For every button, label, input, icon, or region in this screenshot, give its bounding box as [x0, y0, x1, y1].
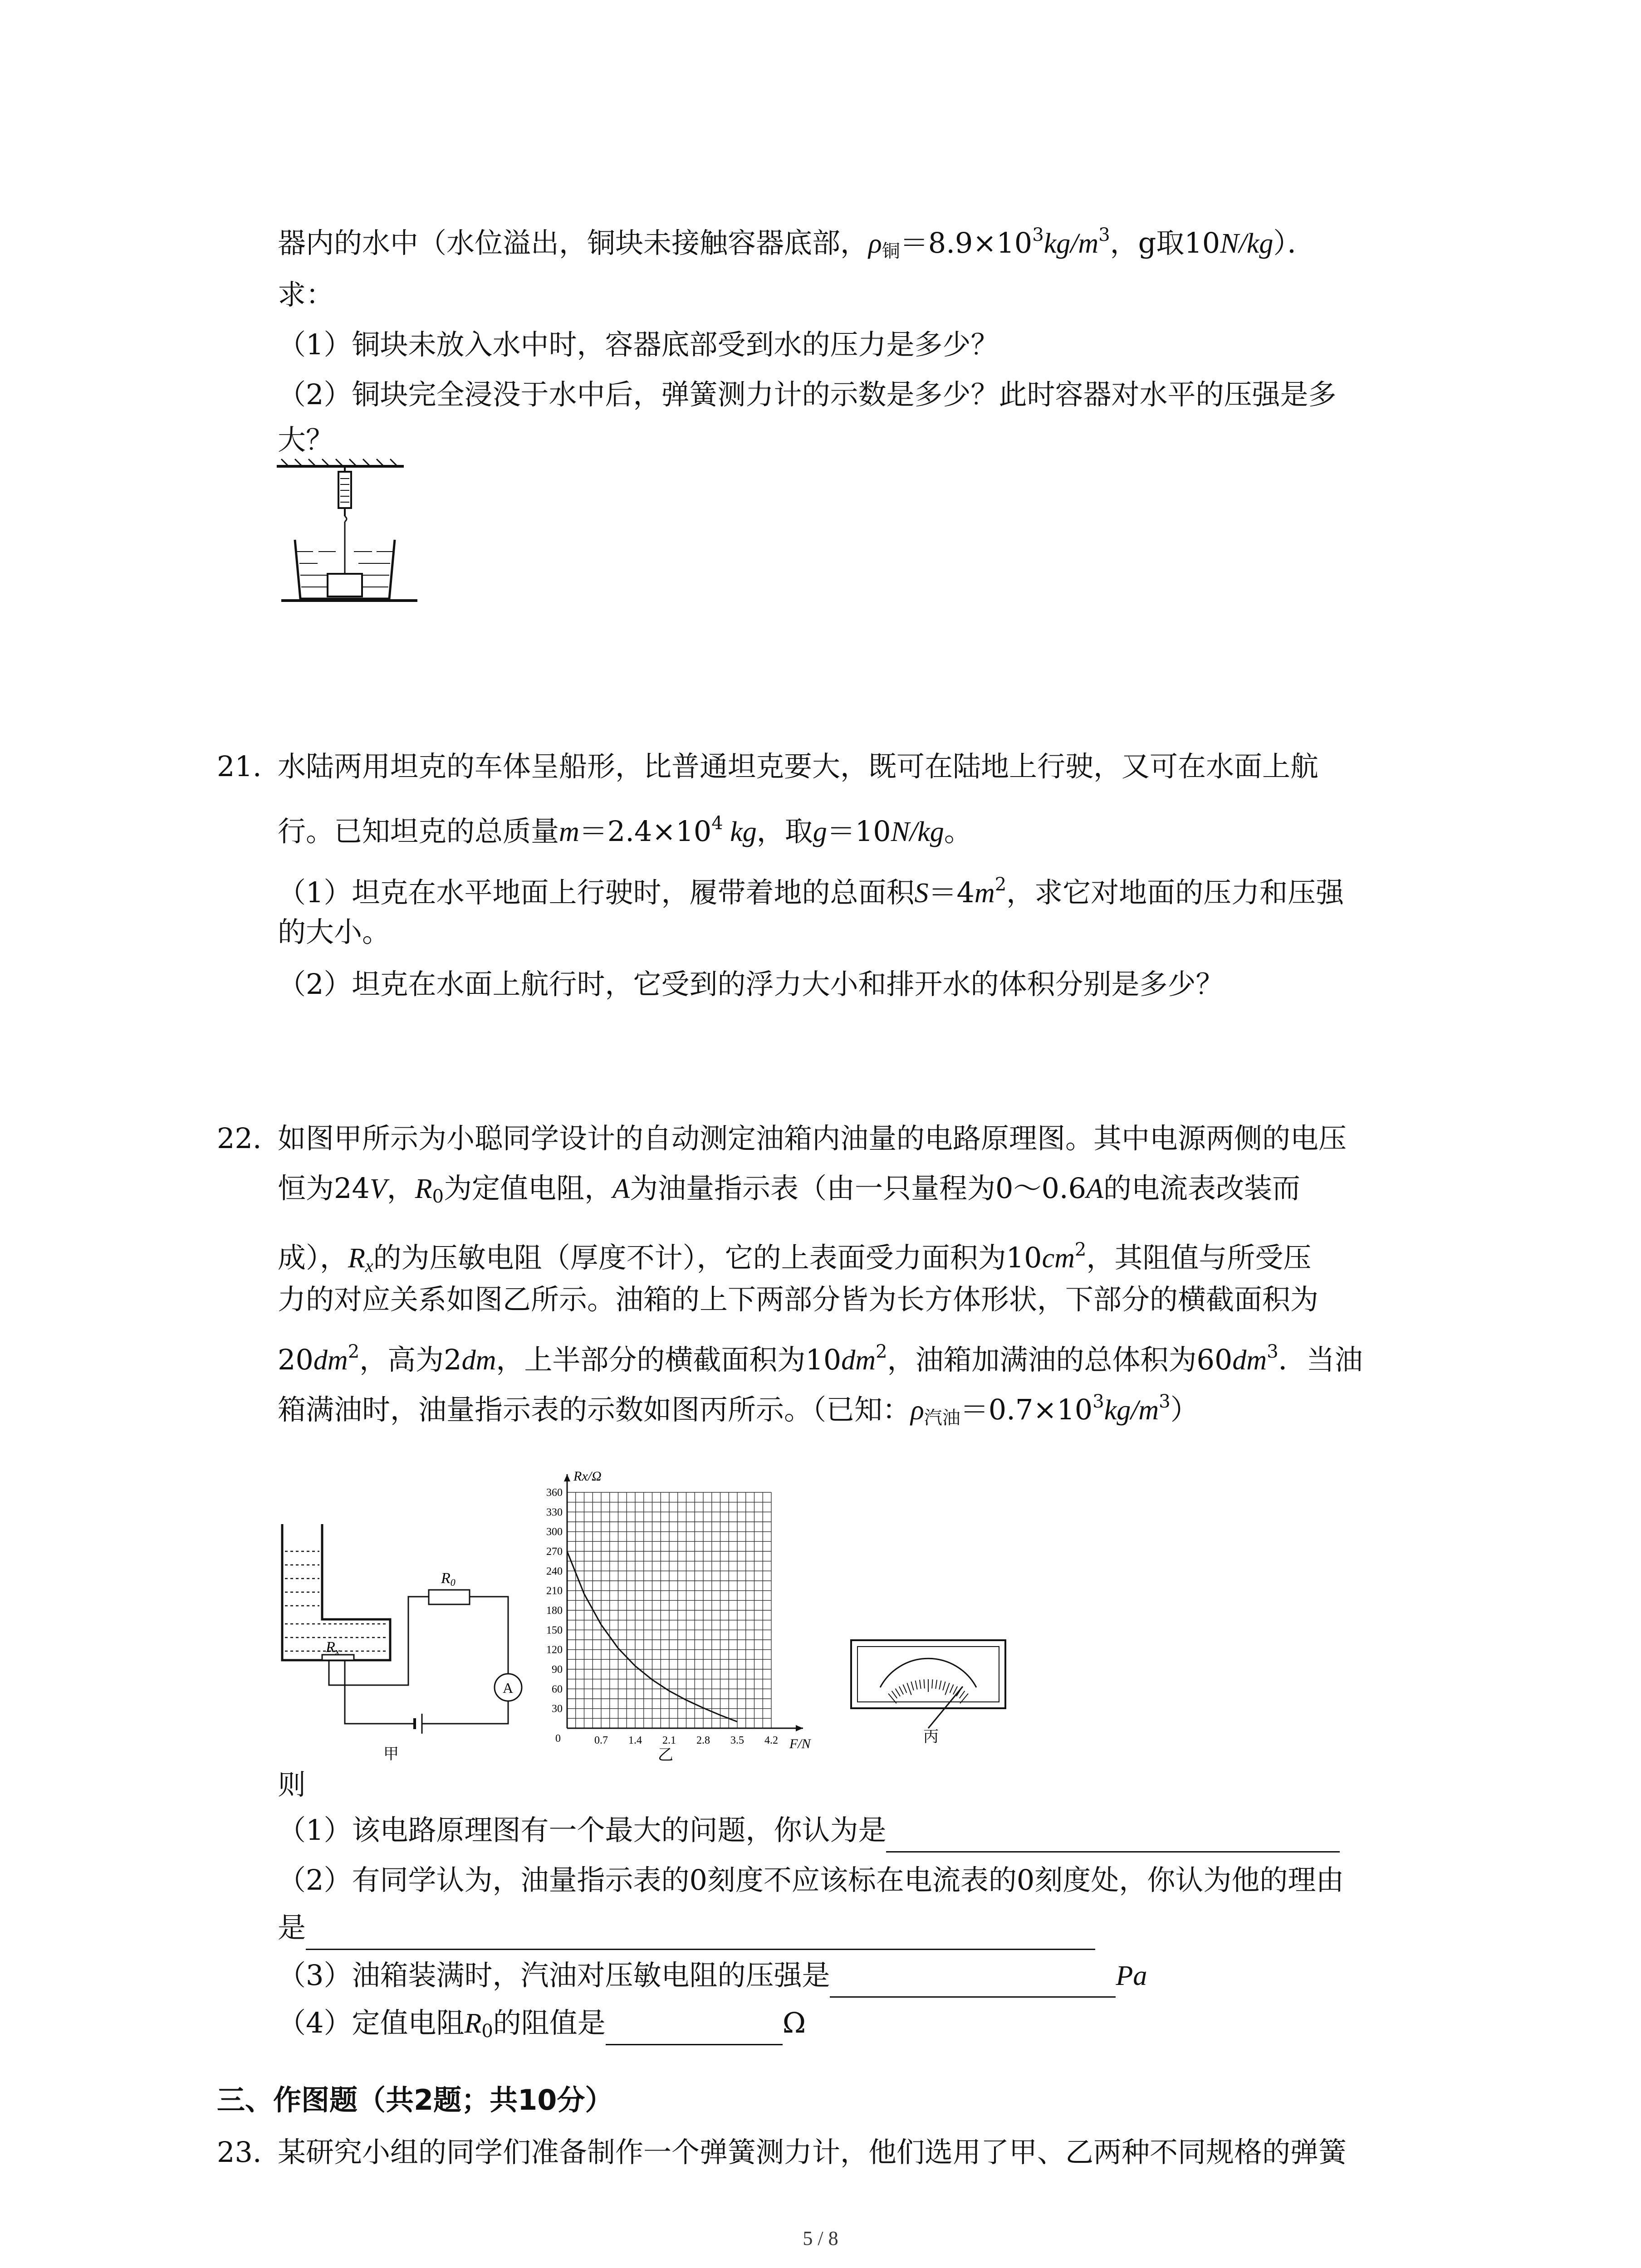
q20-exp-m3: 3 [1098, 225, 1110, 245]
q22-line3 [278, 1232, 1311, 1284]
q22-exp: 3 [1267, 1341, 1279, 1362]
q20-eq: ＝8.9×10 [900, 226, 1033, 259]
q22-line1: 如图甲所示为小聪同学设计的自动测定油箱内油量的电路原理图。其中电源两侧的电压 [278, 1122, 1347, 1155]
q20-exp: 3 [1032, 225, 1044, 245]
page-number: 5 / 8 [803, 2227, 838, 2249]
q22-A2: A [1086, 1173, 1103, 1204]
q22-s4-text2: 的阻值是 [493, 2006, 606, 2039]
q22-A: A [612, 1173, 630, 1204]
y-tick-label: 300 [546, 1526, 563, 1538]
y-tick-label: 180 [546, 1605, 563, 1617]
x-axis-arrow [796, 1725, 803, 1731]
q22-dm: dm [841, 1345, 876, 1376]
x-axis-label: F/N [789, 1736, 811, 1751]
y-axis-arrow [564, 1474, 570, 1481]
q22-sub1 [278, 1812, 1340, 1853]
q22-then: 则 [278, 1768, 306, 1801]
q22-s3-text: （3）油箱装满时，汽油对压敏电阻的压强是 [278, 1959, 830, 1992]
q21-g: g [813, 816, 827, 847]
q22-t: ，上半部分的横截面积为10 [496, 1343, 842, 1376]
r0-label: R0 [441, 1570, 456, 1588]
q22-sub0: 0 [432, 1186, 444, 1207]
rho-subscript: 汽油 [924, 1408, 960, 1428]
y-tick-label: 330 [546, 1506, 563, 1519]
q22-t: 成）， [278, 1241, 348, 1274]
y-axis-label: Rx/Ω [573, 1470, 602, 1484]
q22-exp: 2 [876, 1341, 887, 1362]
q20-part1: （1）铜块未放入水中时，容器底部受到水的压力是多少？ [278, 328, 999, 361]
q23-number: 23. [217, 2136, 262, 2169]
q20-part2-line2: 大？ [278, 423, 334, 456]
q22-exp: 3 [1092, 1391, 1104, 1412]
q21-end: 。 [944, 815, 972, 848]
q22-exp2: 2 [1074, 1239, 1087, 1260]
q22-Rx: R [348, 1243, 365, 1274]
q22-t: ） [1170, 1393, 1199, 1426]
q22-line2 [278, 1170, 1300, 1215]
q21-part2: （2）坦克在水面上航行时，它受到的浮力大小和排开水的体积分别是多少？ [278, 968, 1224, 1001]
y-tick-label: 60 [552, 1683, 563, 1696]
q22-cm: cm [1042, 1243, 1075, 1274]
q22-t: ，高为2 [359, 1343, 462, 1376]
fig-bing-caption: 丙 [923, 1729, 939, 1745]
origin-label: 0 [555, 1733, 561, 1745]
y-tick-label: 210 [546, 1585, 563, 1597]
q21-kg: kg [723, 816, 757, 847]
q22-sub3 [278, 1957, 1147, 1998]
q22-t: ， [387, 1172, 415, 1205]
q21-exp: 4 [711, 813, 723, 834]
q21-eq: ＝2.4×10 [579, 815, 712, 848]
q22-t: 恒为24 [278, 1172, 370, 1205]
spring-scale-figure [268, 458, 431, 612]
rho-subscript: 铜 [882, 241, 900, 262]
q22-sub0: 0 [481, 2021, 493, 2042]
y-tick-label: 120 [546, 1644, 563, 1656]
q22-line6 [278, 1383, 1199, 1436]
y-tick-label: 30 [552, 1703, 563, 1715]
q22-s2-text: 是 [278, 1911, 306, 1944]
y-tick-label: 90 [552, 1664, 563, 1676]
x-tick-label: 2.8 [696, 1735, 710, 1746]
q22-exp: 3 [1159, 1391, 1171, 1412]
answer-blank-1[interactable] [886, 1815, 1340, 1853]
circuit-diagram-jia [272, 1510, 526, 1765]
x-tick-label: 2.1 [662, 1735, 676, 1746]
q21-exp2: 2 [994, 874, 1007, 895]
q20-line1 [278, 217, 1315, 269]
q22-exp: 2 [348, 1341, 360, 1362]
q20-end: ）． [1273, 226, 1316, 259]
rho-symbol: ρ [868, 228, 882, 259]
answer-blank-4[interactable] [606, 2008, 783, 2045]
q21-part1-line1 [278, 866, 1344, 911]
q20-text: 器内的水中（水位溢出，铜块未接触容器底部， [278, 226, 869, 259]
q22-s1-text: （1）该电路原理图有一个最大的问题，你认为是 [278, 1813, 887, 1847]
q22-line5 [278, 1334, 1363, 1378]
q22-number: 22. [217, 1122, 262, 1155]
ammeter-label: A [503, 1680, 514, 1696]
q21-text: 行。已知坦克的总质量 [278, 815, 559, 848]
q22-kgm: kg/m [1104, 1395, 1159, 1426]
y-tick-label: 240 [546, 1565, 563, 1578]
q20-ask: 求： [278, 278, 334, 311]
q21-p1-eq: ＝4 [928, 876, 975, 909]
q22-t: 20 [278, 1343, 314, 1376]
q22-line4: 力的对应关系如图乙所示。油箱的上下两部分皆为长方体形状，下部分的横截面积为 [278, 1283, 1319, 1316]
q21-number: 21. [217, 750, 262, 783]
fig-yi-caption: 乙 [658, 1747, 673, 1764]
y-tick-label: 270 [546, 1546, 563, 1558]
q21-line2 [278, 805, 972, 850]
q22-subx: x [365, 1256, 373, 1276]
rx-force-graph [526, 1470, 844, 1769]
answer-blank-3[interactable] [830, 1960, 1116, 1998]
q22-sub2-line2 [278, 1910, 1095, 1950]
q22-t: ＝0.7×10 [960, 1393, 1093, 1426]
rho-symbol: ρ [911, 1395, 924, 1426]
q21-line1: 水陆两用坦克的车体呈船形，比普通坦克要大，既可在陆地上行驶，又可在水面上航 [278, 750, 1319, 783]
q22-R0: R [415, 1173, 432, 1204]
q22-t: ，油箱加满油的总体积为60 [887, 1343, 1233, 1376]
q20-unit-nkg: N/kg [1220, 228, 1274, 259]
q22-dm: dm [1232, 1345, 1267, 1376]
rx-label: Rx [326, 1639, 340, 1657]
q23-line1: 某研究小组的同学们准备制作一个弹簧测力计，他们选用了甲、乙两种不同规格的弹簧 [278, 2136, 1347, 2169]
q22-ohm-unit: Ω [782, 2006, 806, 2039]
q22-t: ，其阻值与所受压 [1086, 1241, 1312, 1274]
q20-unit: kg/m [1043, 228, 1099, 259]
q22-t: ．当油 [1278, 1343, 1363, 1376]
x-tick-label: 4.2 [764, 1735, 778, 1746]
q21-nkg: N/kg [891, 816, 944, 847]
y-tick-label: 150 [546, 1624, 563, 1637]
q22-pa-unit: Pa [1116, 1960, 1147, 1991]
x-tick-label: 1.4 [628, 1735, 642, 1746]
q22-t: 为油量指示表（由一只量程为0～0.6 [630, 1172, 1087, 1205]
q22-s4-text: （4）定值电阻 [278, 2006, 465, 2039]
answer-blank-2[interactable] [306, 1912, 1095, 1950]
q22-sub2-line1: （2）有同学认为，油量指示表的0刻度不应该标在电流表的0刻度处，你认为他的理由 [278, 1863, 1344, 1897]
q21-m: m [559, 816, 579, 847]
x-tick-label: 0.7 [594, 1735, 608, 1746]
q21-m2: m [974, 878, 995, 909]
q21-p1-text: （1）坦克在水平地面上行驶时，履带着地的总面积 [278, 876, 915, 909]
q20-g: ，g取10 [1110, 226, 1220, 259]
q22-dm: dm [461, 1345, 496, 1376]
section-heading: 三、作图题（共2题；共10分） [217, 2083, 613, 2116]
q21-S: S [914, 878, 929, 909]
q22-t: 为定值电阻， [444, 1172, 613, 1205]
q22-t: 的电流表改装而 [1103, 1172, 1300, 1205]
q22-dm: dm [313, 1345, 348, 1376]
q22-sub4 [278, 2005, 806, 2049]
q22-t: 箱满油时，油量指示表的示数如图丙所示。（已知： [278, 1393, 911, 1426]
q21-p1-end: ，求它对地面的压力和压强 [1006, 876, 1344, 909]
fig-jia-caption: 甲 [383, 1746, 399, 1763]
q20-part2-line1: （2）铜块完全浸没于水中后，弹簧测力计的示数是多少？此时容器对水平的压强是多 [278, 378, 1337, 411]
q22-V: V [369, 1173, 387, 1204]
q21-part1-line2: 的大小。 [278, 915, 391, 948]
q21-text2: ，取 [756, 815, 813, 848]
oil-meter-bing [848, 1637, 1012, 1746]
q21-eq2: ＝10 [827, 815, 891, 848]
y-tick-label: 360 [546, 1487, 563, 1499]
q22-R0: R [464, 2008, 482, 2039]
q22-t: 的为压敏电阻（厚度不计），它的上表面受力面积为10 [373, 1241, 1042, 1274]
x-tick-label: 3.5 [730, 1735, 744, 1746]
